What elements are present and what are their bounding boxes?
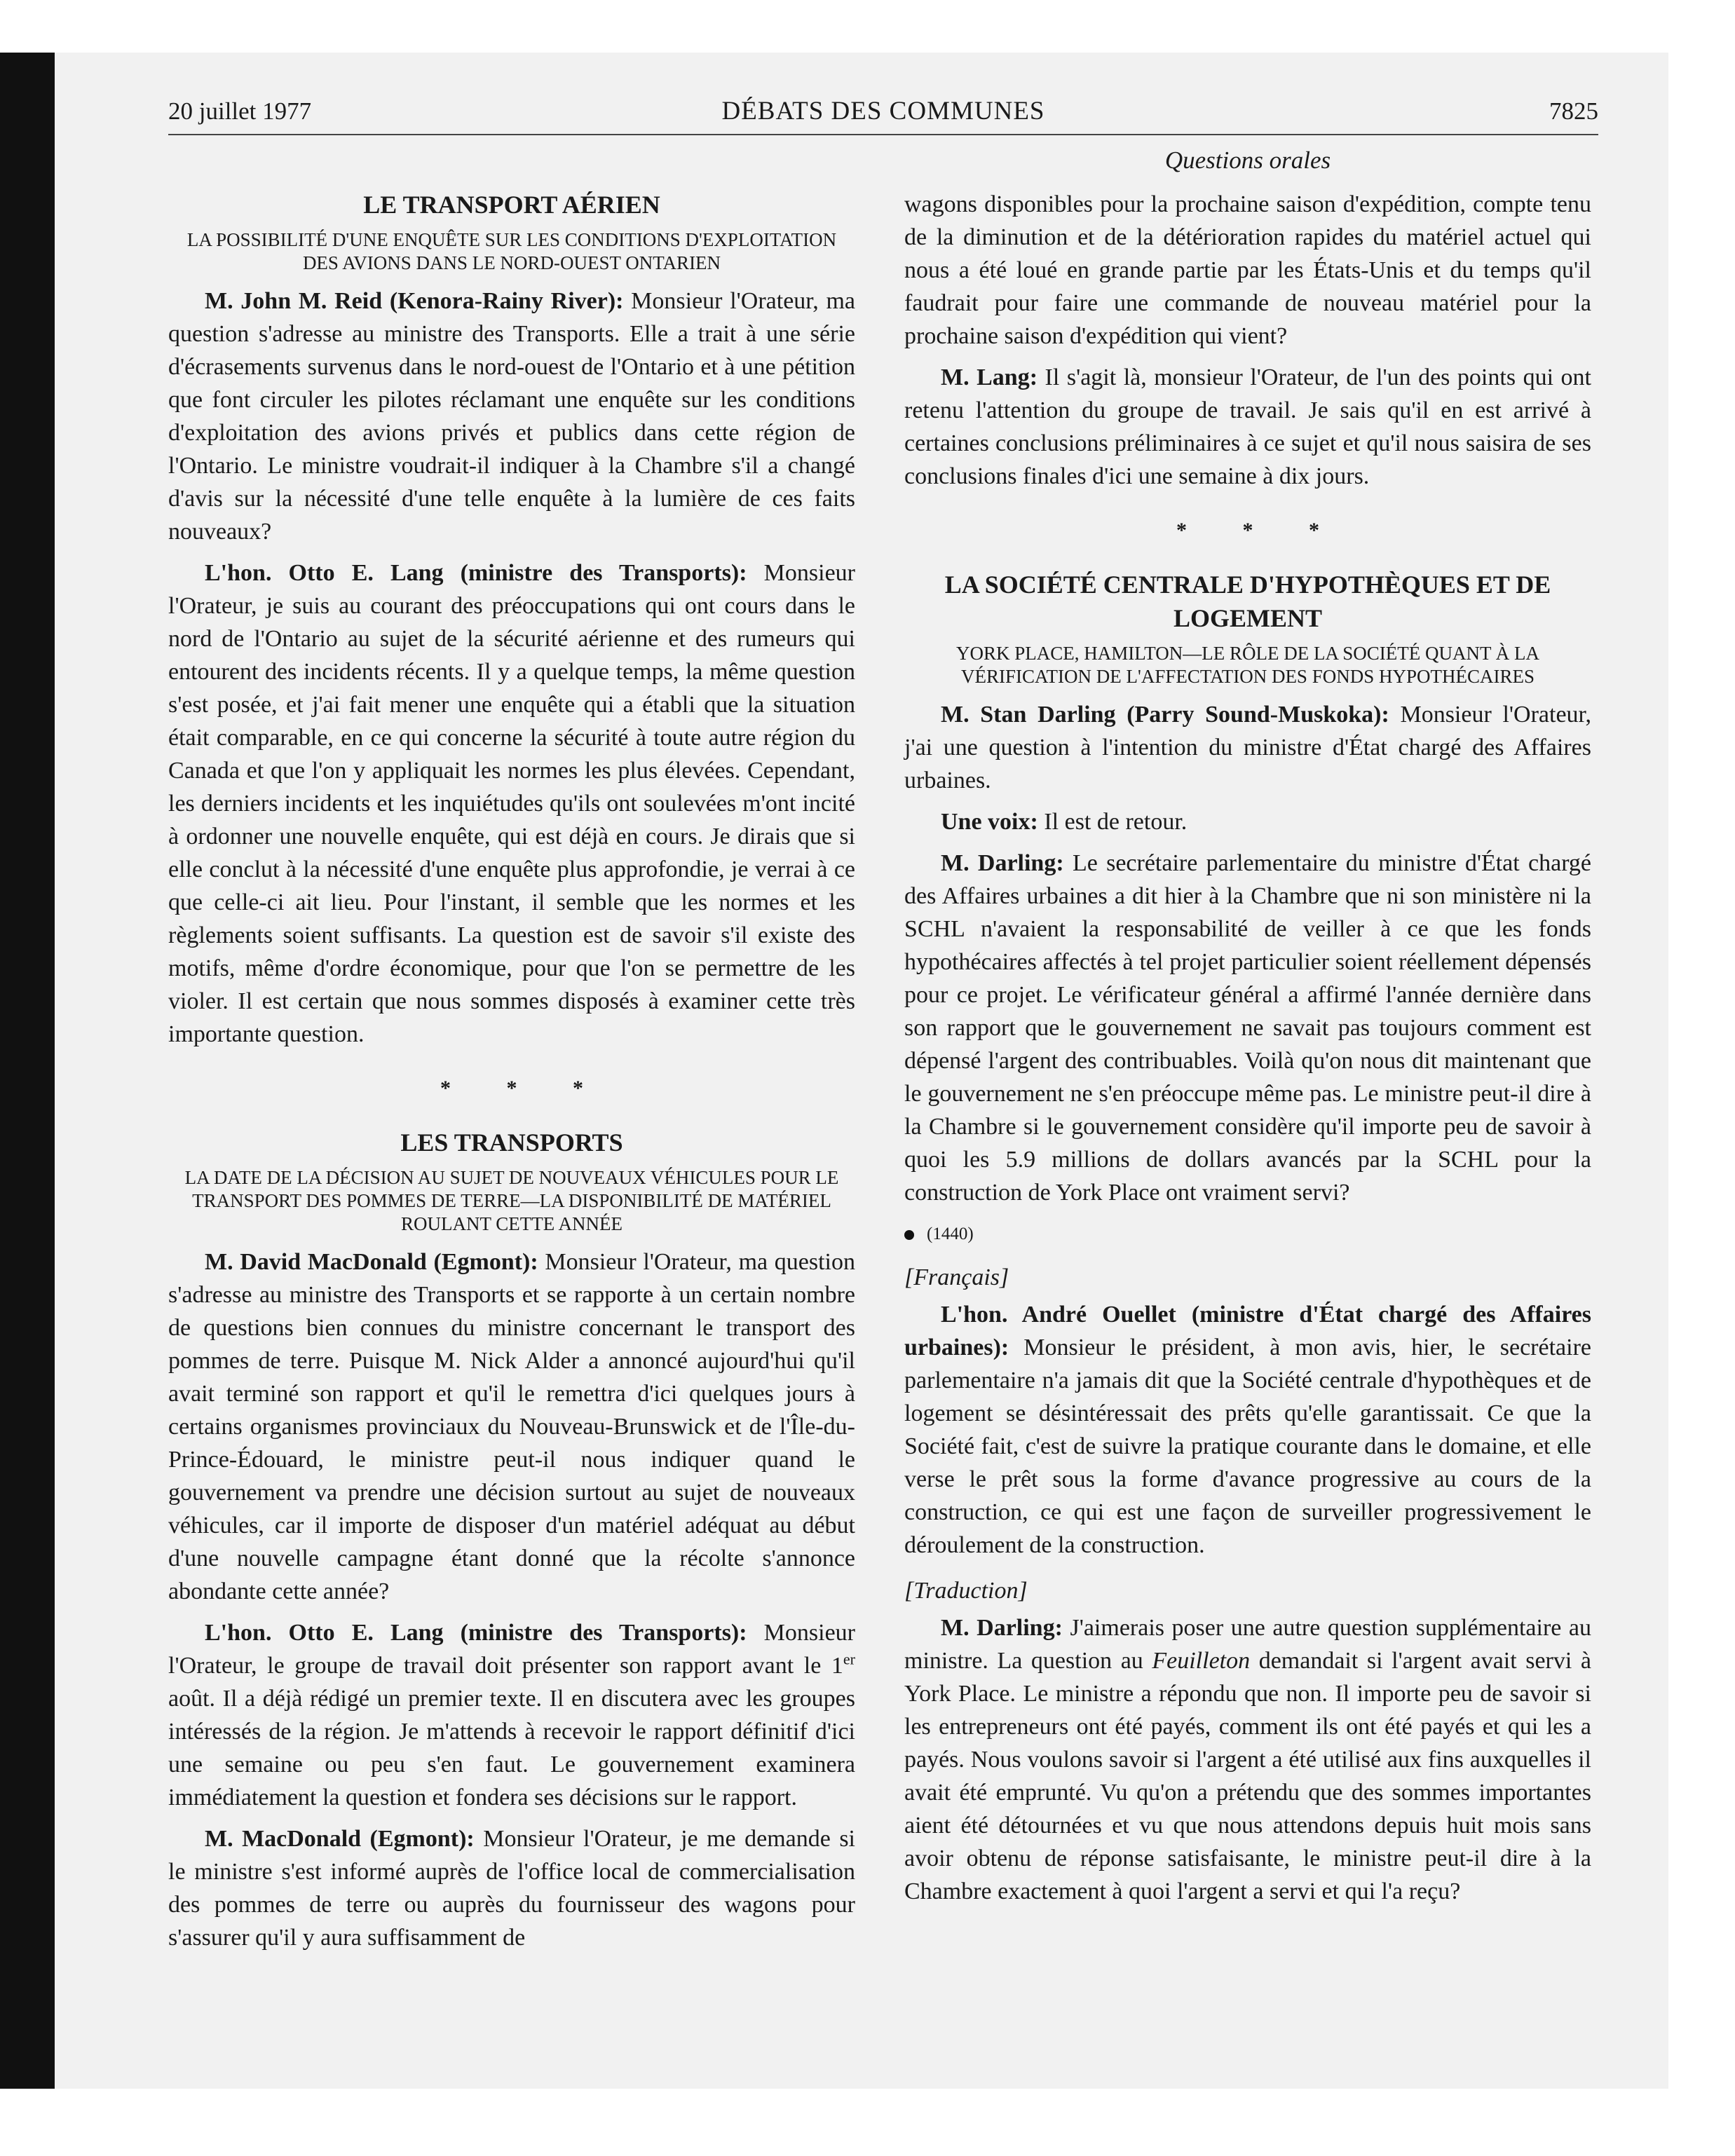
- ordinal-superscript: er: [843, 1650, 855, 1668]
- paragraph-darling-3: [904, 1611, 1591, 1908]
- speech-text: Il s'agit là, monsieur l'Orateur, de l'un des points qui ont retenu l'attention du groupe de travail. Je sais qu'il en est arrivé à certaines conclusions préliminaires à ce sujet et qu'il nous saisira de ses conclusions finales d'ici une semaine à dix jours.: [904, 364, 1591, 489]
- bullet-icon: [904, 1230, 914, 1240]
- paragraph-macdonald-2-continued: wagons disponibles pour la prochaine saison d'expédition, compte tenu de la diminution et de la détérioration rapides du matériel actuel qui nous a été loué en grande partie par les États-Unis et du temps qu'il faudrait pour faire une commande de nouveau matériel pour la prochaine saison d'expédition qui vient?: [904, 191, 1591, 349]
- speaker-name: M. Lang:: [941, 364, 1038, 390]
- right-column: [904, 188, 1591, 1916]
- paragraph-macdonald-2: [168, 1822, 855, 1954]
- header-date: 20 juillet 1977: [168, 97, 312, 125]
- timestamp-marker: [904, 1220, 1591, 1248]
- running-head: Questions orales: [1164, 146, 1331, 174]
- timestamp-text: (1440): [927, 1224, 974, 1243]
- paragraph-lang-2: [168, 1616, 855, 1814]
- speech-text: Le secrétaire parlementaire du ministre d'État chargé des Affaires urbaines a dit hier à la Chambre que ni son ministère ni la SCHL n'avaient la responsabilité de veiller à ce que les fonds hypothécaires affectés à tel projet particulier soient réellement dépensés pour ce projet. Le vérificateur général a affirmé l'année dernière dans son rapport que le gouvernement ne savait pas toujours comment est dépensé l'argent des contribuables. Voilà qu'on nous dit maintenant que le gouvernement ne s'en préoccupe même pas. Le ministre peut-il dire à la Chambre si le gouvernement considère qu'il importe peu de savoir à quoi les 5.9 millions de dollars avancés par la SCHL pour la construction de York Place ont vraiment servi?: [904, 850, 1591, 1206]
- left-column: [168, 188, 855, 1963]
- speech-text: Monsieur l'Orateur, je me demande si le ministre s'est informé auprès de l'office local de commercialisation des pommes de terre ou auprès du fournisseur des wagons pour s'assurer qu'il y aura suffisamment de: [168, 1826, 855, 1951]
- section-title-schl: LA SOCIÉTÉ CENTRALE D'HYPOTHÈQUES ET DE LOGEMENT: [944, 571, 1551, 632]
- scan-edge: [0, 53, 55, 2089]
- speech-text: demandait si l'argent avait servi à York Place. Le ministre a répondu que non. Il importe peu de savoir si les entrepreneurs ont été payés, comment ils ont été payés et qui les a payés. Nous voulons savoir si l'argent a été utilisé aux fins auxquelles il avait été emprunté. Vu qu'on a prétendu que des sommes importantes aient été détournées et vu que nous attendons depuis huit mois sans avoir obtenu de réponse satisfaisante, le ministre peut-il dire à la Chambre exactement à quoi l'argent a servi et qui l'a reçu?: [904, 1648, 1591, 1904]
- speaker-name: L'hon. Otto E. Lang (ministre des Transports):: [205, 1620, 747, 1646]
- speaker-name: M. Darling:: [941, 850, 1064, 876]
- paragraph-reid: [168, 285, 855, 548]
- header-title: DÉBATS DES COMMUNES: [721, 97, 1045, 125]
- section-separator: * * *: [440, 1077, 608, 1100]
- paragraph-macdonald-1: [168, 1246, 855, 1608]
- speech-text: août. Il a déjà rédigé un premier texte. Il en discutera avec les groupes intéressés de la région. Je m'attends à recevoir le rapport définitif d'ici une semaine ou peu s'en faut. Le gouvernement examinera immédiatement la question et fondera ses décisions sur le rapport.: [168, 1686, 855, 1810]
- section-title-transports: LES TRANSPORTS: [400, 1128, 623, 1157]
- speech-text: Monsieur l'Orateur, je suis au courant des préoccupations qui ont cours dans le nord de l'Ontario au sujet de la sécurité aérienne et des rumeurs qui entourent des incidents récents. Il y a quelque temps, la même question s'est posée, et j'ai fait mener une enquête qui a établi que la situation était comparable, en ce qui concerne la sécurité à toute autre région du Canada et que l'on y appliquait les normes les plus élevées. Cependant, les derniers incidents et les inquiétudes qu'ils ont soulevées m'ont incité à ordonner une nouvelle enquête, qui est déjà en cours. Je dirais que si elle conclut à la nécessité d'une enquête plus approfondie, je verrai à ce que celle-ci ait lieu. Pour l'instant, il semble que les normes et les règlements soient suffisants. La question est de savoir s'il existe des motifs, même d'ordre économique, pour que l'on se permettre de les violer. Il est certain que nous sommes disposés à examiner cette très importante question.: [168, 560, 855, 1047]
- speech-text: Il est de retour.: [1037, 809, 1188, 835]
- paragraph-voice: [904, 805, 1591, 838]
- paragraph-lang-1: [168, 557, 855, 1051]
- language-marker-translation: [Traduction]: [904, 1578, 1028, 1604]
- header-rule: [168, 134, 1598, 135]
- section-subtitle-air-transport: LA POSSIBILITÉ D'UNE ENQUÊTE SUR LES CONDITIONS D'EXPLOITATION DES AVIONS DANS LE NORD-OUEST ONTARIEN: [186, 229, 837, 273]
- speech-text: Monsieur le président, à mon avis, hier, le secrétaire parlementaire n'a jamais dit que la Société centrale d'hypothèques et de logement se désintéressait des prêts qu'elle garantissait. Ce que la Société fait, c'est de suivre la pratique courante dans le domaine, et elle verse le prêt sous la forme d'avance progressive au cours de la construction, ce qui est une façon de surveiller progressivement le déroulement de la construction.: [904, 1335, 1591, 1558]
- speaker-name: L'hon. Otto E. Lang (ministre des Transports):: [205, 560, 747, 586]
- speech-text: Monsieur l'Orateur, ma question s'adresse au ministre des Transports et se rapporte à un certain nombre de questions bien connues du ministre concernant le transport des pommes de terre. Puisque M. Nick Alder a annoncé aujourd'hui qu'il avait terminé son rapport et qu'il le remettra d'ici quelques jours à certains organismes provinciaux du Nouveau-Brunswick et de l'Île-du-Prince-Édouard, le ministre peut-il nous indiquer quand le gouvernement va prendre une décision surtout au sujet de nouveaux véhicules, car il importe de disposer d'un matériel adéquat au début d'une nouvelle campagne étant donné que la récolte s'annonce abondante cette année?: [168, 1249, 855, 1604]
- header-page-number: 7825: [1549, 97, 1598, 125]
- section-subtitle-transports: LA DATE DE LA DÉCISION AU SUJET DE NOUVEAUX VÉHICULES POUR LE TRANSPORT DES POMMES DE TERRE—LA DISPONIBILITÉ DE MATÉRIEL ROULANT CETTE ANNÉE: [184, 1167, 839, 1234]
- paragraph-darling-2: [904, 847, 1591, 1209]
- emphasized-title: Feuilleton: [1152, 1648, 1251, 1674]
- speech-text: Monsieur l'Orateur, le groupe de travail doit présenter son rapport avant le 1: [168, 1620, 855, 1679]
- speaker-name: M. John M. Reid (Kenora-Rainy River):: [205, 288, 624, 314]
- paragraph-ouellet: [904, 1298, 1591, 1562]
- speaker-name: M. Darling:: [941, 1615, 1063, 1641]
- speaker-name: L'hon. André Ouellet (ministre d'État chargé des Affaires urbaines):: [904, 1302, 1591, 1360]
- speaker-name: M. MacDonald (Egmont):: [205, 1826, 475, 1852]
- language-marker-french: [Français]: [904, 1264, 1009, 1290]
- paragraph-lang-3: [904, 361, 1591, 493]
- speaker-name: M. David MacDonald (Egmont):: [205, 1249, 538, 1275]
- speech-text: Monsieur l'Orateur, j'ai une question à l'intention du ministre d'État chargé des Affaires urbaines.: [904, 702, 1591, 793]
- speech-text: J'aimerais poser une autre question supplémentaire au ministre. La question au: [904, 1615, 1592, 1674]
- paragraph-darling-1: [904, 698, 1591, 797]
- speaker-name: M. Stan Darling (Parry Sound-Muskoka):: [941, 702, 1389, 728]
- section-separator: * * *: [1176, 519, 1345, 542]
- section-title-air-transport: LE TRANSPORT AÉRIEN: [363, 191, 660, 219]
- speaker-name: Une voix:: [941, 809, 1038, 835]
- page-header: [168, 94, 1598, 129]
- speech-text: Monsieur l'Orateur, ma question s'adresse au ministre des Transports. Elle a trait à une série d'écrasements survenus dans le nord-ouest de l'Ontario et à une pétition que font circuler les pilotes réclamant une enquête sur les conditions d'exploitation des avions privés et publics dans cette région de l'Ontario. Le ministre voudrait-il indiquer à la Chambre s'il a changé d'avis sur la nécessité d'une telle enquête à la lumière de ces faits nouveaux?: [168, 288, 855, 545]
- section-subtitle-schl: YORK PLACE, HAMILTON—LE RÔLE DE LA SOCIÉTÉ QUANT À LA VÉRIFICATION DE L'AFFECTATION DES FONDS HYPOTHÉCAIRES: [956, 643, 1539, 687]
